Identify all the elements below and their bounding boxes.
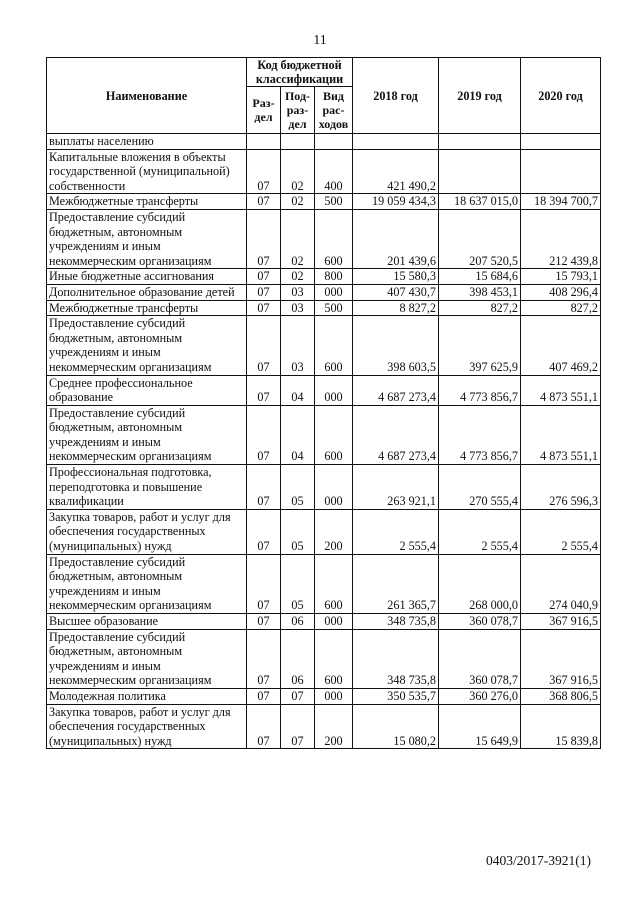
row-podrazdel: 04 — [281, 375, 315, 405]
table-row — [47, 284, 601, 300]
row-value-2019: 360 078,7 — [439, 614, 521, 630]
row-razdel: 07 — [247, 509, 281, 554]
row-name: Молодежная политика — [47, 688, 247, 704]
row-razdel: 07 — [247, 316, 281, 375]
row-vid-rashodov: 000 — [315, 375, 353, 405]
page-number: 11 — [313, 33, 327, 48]
row-razdel: 07 — [247, 614, 281, 630]
row-vid-rashodov: 000 — [315, 465, 353, 510]
row-value-2018: 201 439,6 — [353, 209, 439, 268]
row-value-2019: 18 637 015,0 — [439, 194, 521, 210]
row-vid-rashodov: 600 — [315, 209, 353, 268]
table-row — [47, 375, 601, 405]
row-value-2020: 212 439,8 — [521, 209, 601, 268]
row-value-2020: 274 040,9 — [521, 554, 601, 613]
row-razdel: 07 — [247, 300, 281, 316]
row-name: выплаты населению — [47, 134, 247, 150]
row-razdel: 07 — [247, 149, 281, 194]
row-name: Предоставление субсидий бюджетным, автономным учреждениям и иным некоммерческим организациям — [47, 209, 247, 268]
header-razdel: Раз- дел — [247, 87, 281, 134]
row-vid-rashodov: 000 — [315, 688, 353, 704]
budget-table — [46, 57, 601, 749]
header-podrazdel: Под- раз- дел — [281, 87, 315, 134]
row-podrazdel — [281, 134, 315, 150]
row-value-2020: 15 839,8 — [521, 704, 601, 749]
row-value-2020: 367 916,5 — [521, 629, 601, 688]
row-vid-rashodov: 000 — [315, 284, 353, 300]
row-podrazdel: 07 — [281, 688, 315, 704]
row-name: Иные бюджетные ассигнования — [47, 269, 247, 285]
table-row — [47, 465, 601, 510]
row-value-2020 — [521, 134, 601, 150]
row-podrazdel: 07 — [281, 704, 315, 749]
row-name: Межбюджетные трансферты — [47, 300, 247, 316]
table-row — [47, 629, 601, 688]
table-row — [47, 554, 601, 613]
row-podrazdel: 02 — [281, 209, 315, 268]
row-name: Предоставление субсидий бюджетным, автономным учреждениям и иным некоммерческим организациям — [47, 554, 247, 613]
row-name: Профессиональная подготовка, переподготовка и повышение квалификации — [47, 465, 247, 510]
row-value-2020 — [521, 149, 601, 194]
row-podrazdel: 06 — [281, 614, 315, 630]
row-value-2018: 348 735,8 — [353, 629, 439, 688]
row-value-2020: 4 873 551,1 — [521, 405, 601, 464]
row-vid-rashodov: 000 — [315, 614, 353, 630]
row-value-2018: 421 490,2 — [353, 149, 439, 194]
row-value-2018: 2 555,4 — [353, 509, 439, 554]
row-value-2018: 4 687 273,4 — [353, 375, 439, 405]
row-razdel: 07 — [247, 704, 281, 749]
row-vid-rashodov: 200 — [315, 704, 353, 749]
row-podrazdel: 04 — [281, 405, 315, 464]
row-value-2018: 15 080,2 — [353, 704, 439, 749]
header-year-2020: 2020 год — [521, 58, 601, 134]
row-value-2019: 4 773 856,7 — [439, 375, 521, 405]
row-name: Дополнительное образование детей — [47, 284, 247, 300]
row-razdel: 07 — [247, 209, 281, 268]
row-value-2020: 408 296,4 — [521, 284, 601, 300]
row-podrazdel: 02 — [281, 194, 315, 210]
row-value-2020: 827,2 — [521, 300, 601, 316]
row-value-2019: 15 684,6 — [439, 269, 521, 285]
row-name: Закупка товаров, работ и услуг для обеспечения государственных (муниципальных) нужд — [47, 509, 247, 554]
row-value-2018 — [353, 134, 439, 150]
row-name: Среднее профессиональное образование — [47, 375, 247, 405]
row-razdel: 07 — [247, 194, 281, 210]
row-podrazdel: 03 — [281, 316, 315, 375]
row-podrazdel: 03 — [281, 284, 315, 300]
row-vid-rashodov — [315, 134, 353, 150]
table-body — [47, 134, 601, 749]
row-vid-rashodov: 800 — [315, 269, 353, 285]
row-value-2019: 4 773 856,7 — [439, 405, 521, 464]
table-row — [47, 194, 601, 210]
row-value-2019 — [439, 134, 521, 150]
table-row — [47, 269, 601, 285]
row-name: Капитальные вложения в объекты государственной (муниципальной) собственности — [47, 149, 247, 194]
row-vid-rashodov: 600 — [315, 316, 353, 375]
table-row — [47, 704, 601, 749]
table-row — [47, 688, 601, 704]
row-vid-rashodov: 600 — [315, 629, 353, 688]
row-razdel: 07 — [247, 465, 281, 510]
row-value-2018: 263 921,1 — [353, 465, 439, 510]
row-value-2018: 15 580,3 — [353, 269, 439, 285]
row-value-2020: 407 469,2 — [521, 316, 601, 375]
row-value-2018: 4 687 273,4 — [353, 405, 439, 464]
row-value-2018: 19 059 434,3 — [353, 194, 439, 210]
row-razdel: 07 — [247, 284, 281, 300]
row-value-2019: 268 000,0 — [439, 554, 521, 613]
row-value-2020: 368 806,5 — [521, 688, 601, 704]
row-vid-rashodov: 400 — [315, 149, 353, 194]
header-vid-rashodov: Вид рас- ходов — [315, 87, 353, 134]
row-podrazdel: 05 — [281, 554, 315, 613]
header-year-2018: 2018 год — [353, 58, 439, 134]
row-name: Предоставление субсидий бюджетным, автономным учреждениям и иным некоммерческим организациям — [47, 405, 247, 464]
table-header — [47, 58, 601, 134]
row-name: Предоставление субсидий бюджетным, автономным учреждениям и иным некоммерческим организациям — [47, 316, 247, 375]
row-vid-rashodov: 600 — [315, 405, 353, 464]
table-row — [47, 209, 601, 268]
table-row — [47, 509, 601, 554]
row-value-2019: 398 453,1 — [439, 284, 521, 300]
row-name: Предоставление субсидий бюджетным, автономным учреждениям и иным некоммерческим организациям — [47, 629, 247, 688]
row-value-2018: 350 535,7 — [353, 688, 439, 704]
table-row — [47, 614, 601, 630]
row-razdel: 07 — [247, 269, 281, 285]
header-code-group: Код бюджетной классификации — [247, 58, 353, 87]
row-value-2018: 407 430,7 — [353, 284, 439, 300]
row-razdel: 07 — [247, 554, 281, 613]
row-vid-rashodov: 600 — [315, 554, 353, 613]
table-row — [47, 316, 601, 375]
row-podrazdel: 02 — [281, 149, 315, 194]
row-value-2018: 261 365,7 — [353, 554, 439, 613]
row-value-2018: 8 827,2 — [353, 300, 439, 316]
header-year-2019: 2019 год — [439, 58, 521, 134]
header-name: Наименование — [47, 58, 247, 134]
row-razdel: 07 — [247, 629, 281, 688]
row-name: Закупка товаров, работ и услуг для обеспечения государственных (муниципальных) нужд — [47, 704, 247, 749]
row-value-2019: 827,2 — [439, 300, 521, 316]
row-vid-rashodov: 500 — [315, 194, 353, 210]
row-razdel: 07 — [247, 688, 281, 704]
row-value-2019: 2 555,4 — [439, 509, 521, 554]
row-value-2020: 15 793,1 — [521, 269, 601, 285]
row-name: Высшее образование — [47, 614, 247, 630]
row-podrazdel: 05 — [281, 465, 315, 510]
row-name: Межбюджетные трансферты — [47, 194, 247, 210]
row-value-2019: 207 520,5 — [439, 209, 521, 268]
row-value-2019: 270 555,4 — [439, 465, 521, 510]
row-value-2020: 367 916,5 — [521, 614, 601, 630]
row-value-2019: 15 649,9 — [439, 704, 521, 749]
row-razdel: 07 — [247, 405, 281, 464]
row-value-2019: 397 625,9 — [439, 316, 521, 375]
row-razdel: 07 — [247, 375, 281, 405]
row-vid-rashodov: 200 — [315, 509, 353, 554]
table-row — [47, 405, 601, 464]
table-row — [47, 149, 601, 194]
row-podrazdel: 02 — [281, 269, 315, 285]
row-value-2020: 276 596,3 — [521, 465, 601, 510]
table-row — [47, 134, 601, 150]
row-value-2020: 18 394 700,7 — [521, 194, 601, 210]
document-code: 0403/2017-3921(1) — [486, 853, 591, 868]
row-razdel — [247, 134, 281, 150]
row-podrazdel: 03 — [281, 300, 315, 316]
row-value-2020: 4 873 551,1 — [521, 375, 601, 405]
row-value-2019 — [439, 149, 521, 194]
row-value-2018: 348 735,8 — [353, 614, 439, 630]
row-value-2019: 360 276,0 — [439, 688, 521, 704]
table-row — [47, 300, 601, 316]
row-podrazdel: 05 — [281, 509, 315, 554]
row-vid-rashodov: 500 — [315, 300, 353, 316]
row-podrazdel: 06 — [281, 629, 315, 688]
row-value-2019: 360 078,7 — [439, 629, 521, 688]
row-value-2018: 398 603,5 — [353, 316, 439, 375]
row-value-2020: 2 555,4 — [521, 509, 601, 554]
